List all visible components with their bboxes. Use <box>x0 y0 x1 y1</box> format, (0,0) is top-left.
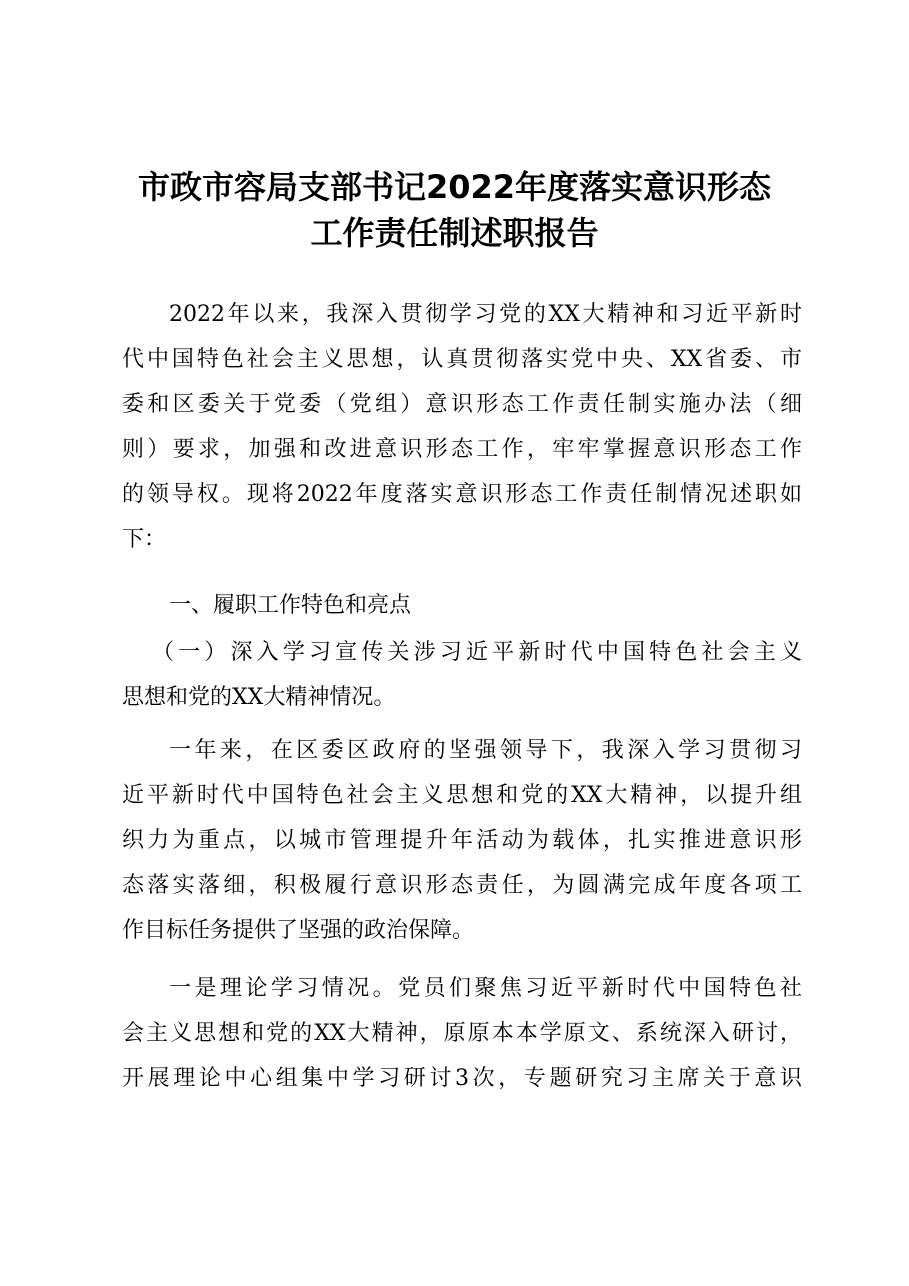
paragraph-line: （一）深入学习宣传关涉习近平新时代中国特色社会主义 <box>152 640 802 665</box>
section-heading <box>122 583 802 628</box>
paragraph-line: 一年来，在区委区政府的坚强领导下，我深入学习贯彻习 <box>169 738 802 763</box>
paragraph-line: 2022年以来，我深入贯彻学习党的XX大精神和习近平新时 <box>169 302 802 327</box>
document-title-line-2: 工作责任制述职报告 <box>310 214 599 252</box>
paragraph-line: 代中国特色社会主义思想，认真贯彻落实党中央、XX省委、市 <box>122 347 802 372</box>
document-title-line-1: 市政市容局支部书记2022年度落实意识形态 <box>137 168 772 206</box>
paragraph-theory-study <box>122 966 802 1101</box>
subsection-heading <box>122 630 802 720</box>
paragraph-line: 的领导权。现将2022年度落实意识形态工作责任制情况述职如 <box>122 482 802 507</box>
paragraph-line: 委和区委关于党委（党组）意识形态工作责任制实施办法（细 <box>122 392 802 417</box>
paragraph-line: 织力为重点，以城市管理提升年活动为载体，扎实推进意识形 <box>122 828 802 853</box>
paragraph-year-summary <box>122 728 802 953</box>
paragraph-line: 思想和党的XX大精神情况。 <box>122 685 396 710</box>
paragraph-line: 一是理论学习情况。党员们聚焦习近平新时代中国特色社 <box>169 976 802 1001</box>
paragraph-line: 近平新时代中国特色社会主义思想和党的XX大精神，以提升组 <box>122 783 802 808</box>
paragraph-line: 作目标任务提供了坚强的政治保障。 <box>122 918 475 943</box>
section-heading-line: 一、履职工作特色和亮点 <box>169 593 412 618</box>
paragraph-line: 会主义思想和党的XX大精神，原原本本学原文、系统深入研讨， <box>122 1021 802 1046</box>
paragraph-line: 开展理论中心组集中学习研讨3次，专题研究习主席关于意识 <box>122 1066 802 1091</box>
paragraph-line: 则）要求，加强和改进意识形态工作，牢牢掌握意识形态工作 <box>122 437 802 462</box>
paragraph-line: 态落实落细，积极履行意识形态责任，为圆满完成年度各项工 <box>122 873 802 898</box>
paragraph-line: 下： <box>122 527 167 552</box>
paragraph-intro <box>122 292 802 562</box>
